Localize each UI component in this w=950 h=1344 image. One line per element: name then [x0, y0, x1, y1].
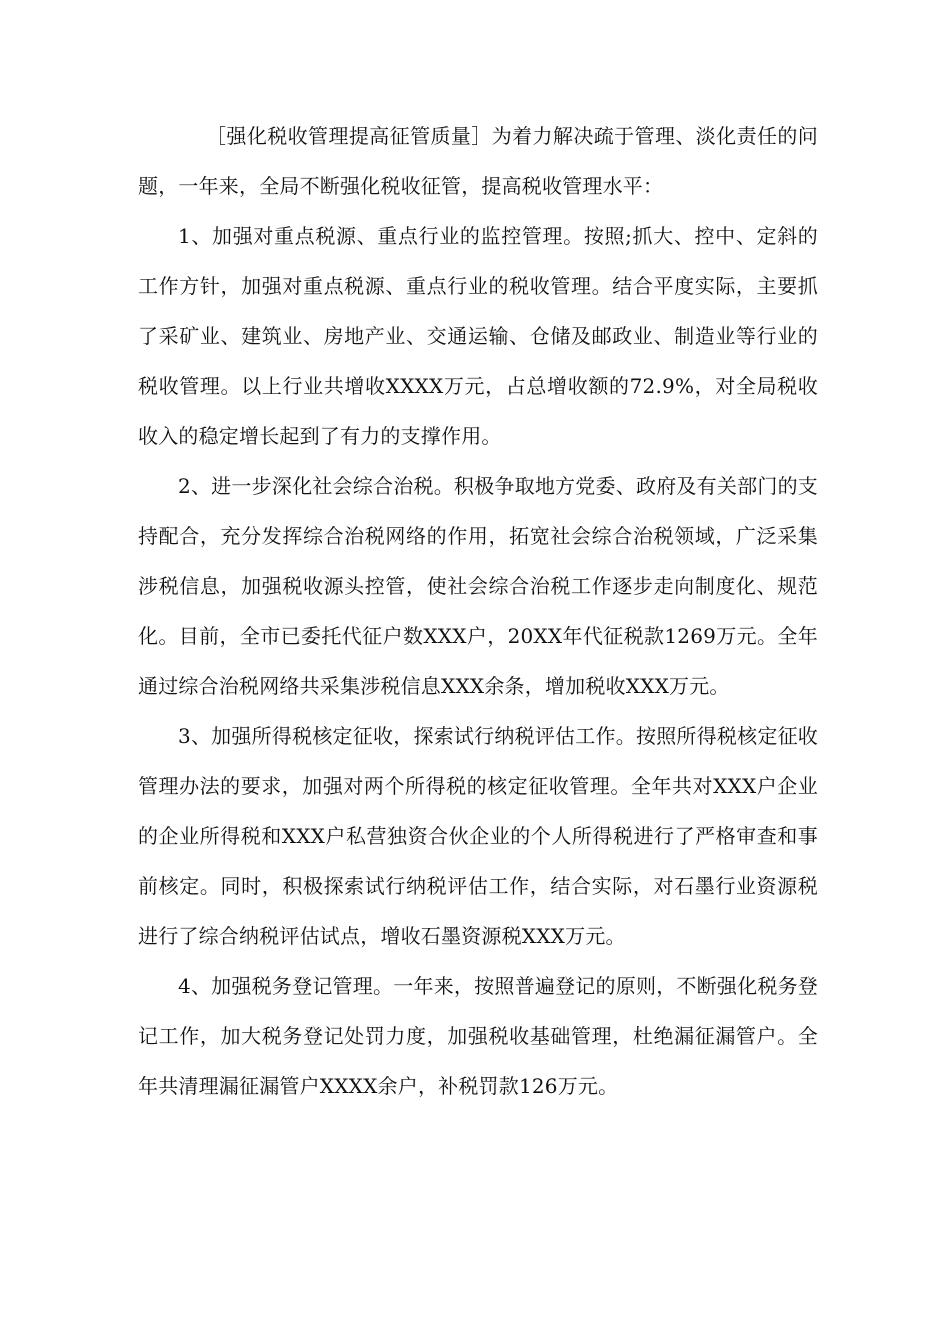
paragraph-item-2: 2、进一步深化社会综合治税。积极争取地方党委、政府及有关部门的支持配合，充分发挥综合治税网络的作用，拓宽社会综合治税领域，广泛采集涉税信息，加强税收源头控管，使社会综合治税工作逐步走向制度化、规范化。目前，全市已委托代征户数XXX户，20XX年代征税款1269万元。全年通过综合治税网络共采集涉税信息XXX余条，增加税收XXX万元。 [138, 474, 818, 698]
document-body [138, 111, 818, 1111]
paragraph-item-3: 3、加强所得税核定征收，探索试行纳税评估工作。按照所得税核定征收管理办法的要求，加强对两个所得税的核定征收管理。全年共对XXX户企业的企业所得税和XXX户私营独资合伙企业的个人所得税进行了严格审查和事前核定。同时，积极探索试行纳税评估工作，结合实际，对石墨行业资源税进行了综合纳税评估试点，增收石墨资源税XXX万元。 [138, 724, 818, 948]
paragraph-item-4: 4、加强税务登记管理。一年来，按照普遍登记的原则，不断强化税务登记工作，加大税务登记处罚力度，加强税收基础管理，杜绝漏征漏管户。全年共清理漏征漏管户XXXX余户，补税罚款126万元。 [138, 974, 818, 1098]
paragraph-item-1: 1、加强对重点税源、重点行业的监控管理。按照;抓大、控中、定斜的工作方针，加强对重点税源、重点行业的税收管理。结合平度实际，主要抓了采矿业、建筑业、房地产业、交通运输、仓储及邮政业、制造业等行业的税收管理。以上行业共增收XXXX万元，占总增收额的72.9%，对全局税收收入的稳定增长起到了有力的支撑作用。 [138, 224, 818, 448]
paragraph-intro: ［强化税收管理提高征管质量］为着力解决疏于管理、淡化责任的问题，一年来，全局不断强化税收征管，提高税收管理水平： [138, 124, 818, 198]
